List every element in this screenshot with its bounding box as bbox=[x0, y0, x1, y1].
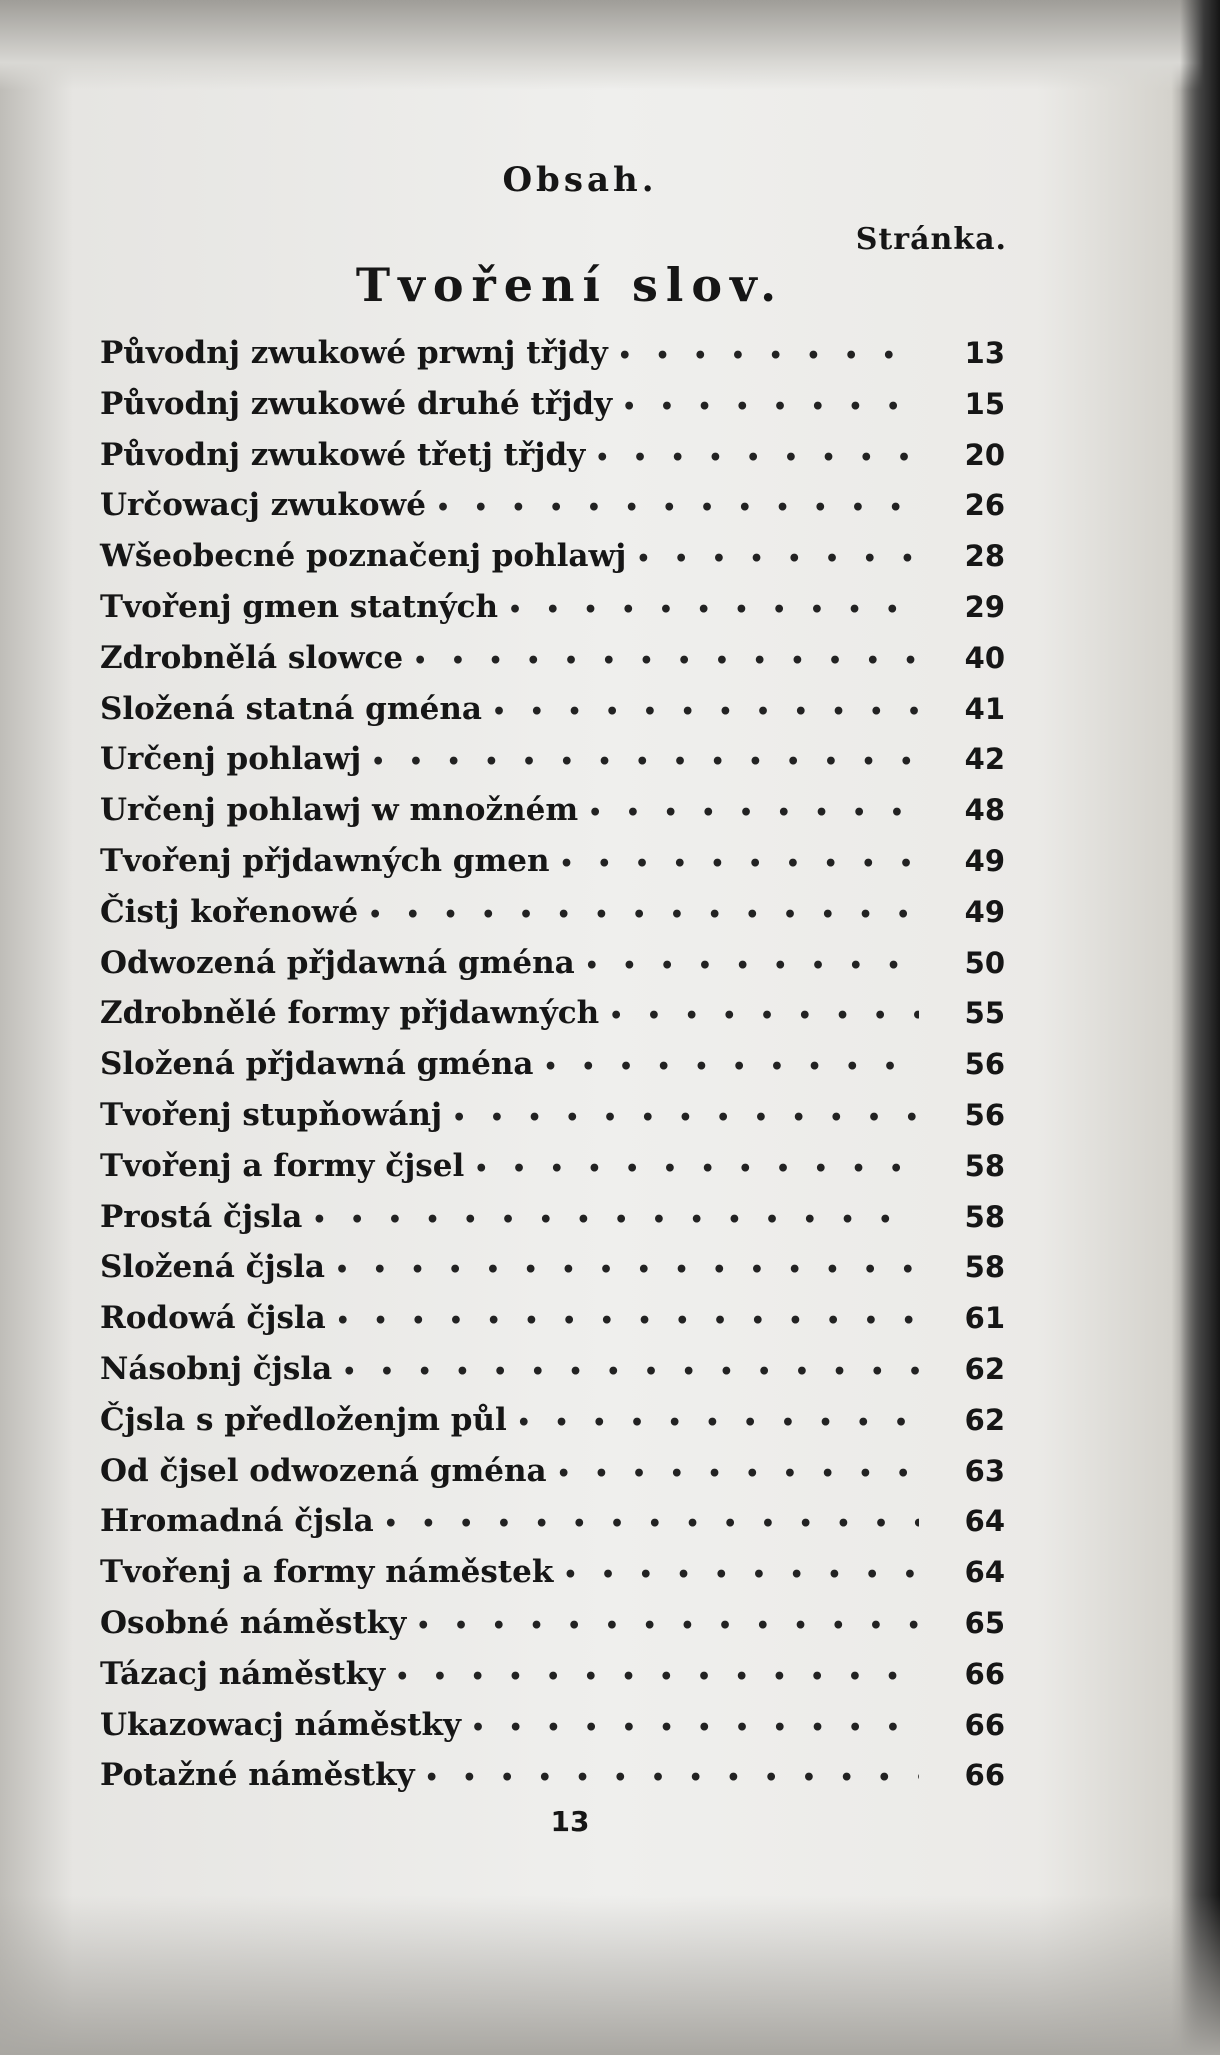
entry-title: Prostá čjsla bbox=[100, 1198, 303, 1235]
entry-title: Původnj zwukowé druhé třjdy bbox=[100, 385, 613, 422]
dot-leader bbox=[452, 1097, 919, 1133]
entry-title: Určowacj zwukowé bbox=[100, 487, 426, 524]
dot-leader bbox=[425, 1757, 919, 1793]
contents-entry bbox=[100, 1046, 1005, 1097]
dot-leader bbox=[312, 1199, 919, 1235]
entry-title: Původnj zwukowé prwnj třjdy bbox=[100, 335, 608, 371]
page-signature: 13 bbox=[550, 1805, 590, 1838]
contents-entry bbox=[100, 1097, 1005, 1148]
dot-leader bbox=[384, 1503, 919, 1539]
dot-leader bbox=[436, 487, 919, 523]
entry-page-number: 56 bbox=[964, 1047, 1005, 1082]
entry-title: Tvořenj a formy čjsel bbox=[100, 1147, 465, 1184]
dot-leader bbox=[395, 1656, 919, 1692]
entry-page-number: 63 bbox=[964, 1453, 1005, 1488]
dot-leader bbox=[342, 1351, 919, 1387]
entry-page-number: 64 bbox=[964, 1555, 1005, 1590]
entry-page-number: 48 bbox=[964, 793, 1005, 828]
contents-entry bbox=[100, 792, 1005, 843]
contents-entry bbox=[100, 691, 1005, 742]
dot-leader bbox=[563, 1554, 919, 1590]
dot-leader bbox=[544, 1046, 919, 1082]
contents-entry bbox=[100, 335, 1005, 386]
page-column-label: Stránka. bbox=[855, 222, 1007, 257]
contents-entry bbox=[100, 589, 1005, 640]
contents-entry bbox=[100, 894, 1005, 945]
contents-entry bbox=[100, 437, 1005, 488]
entry-page-number: 66 bbox=[964, 1656, 1005, 1691]
entry-page-number: 66 bbox=[964, 1707, 1005, 1742]
entry-page-number: 49 bbox=[964, 894, 1005, 929]
contents-list bbox=[100, 335, 1005, 1808]
entry-title: Určenj pohlawj w množném bbox=[100, 792, 579, 829]
dot-leader bbox=[609, 995, 919, 1031]
entry-page-number: 28 bbox=[964, 539, 1005, 574]
contents-entry bbox=[100, 487, 1005, 538]
entry-page-number: 55 bbox=[964, 996, 1005, 1031]
dot-leader bbox=[636, 538, 919, 574]
entry-title: Složená přjdawná gména bbox=[100, 1046, 534, 1083]
entry-title: Čjsla s předloženjm půl bbox=[100, 1401, 507, 1438]
entry-page-number: 50 bbox=[964, 945, 1005, 980]
entry-title: Tvořenj a formy náměstek bbox=[100, 1554, 554, 1591]
entry-title: Tázacj náměstky bbox=[100, 1655, 386, 1692]
contents-entry bbox=[100, 995, 1005, 1046]
entry-title: Tvořenj stupňowánj bbox=[100, 1096, 443, 1133]
contents-entry bbox=[100, 741, 1005, 792]
entry-title: Ukazowacj náměstky bbox=[100, 1706, 461, 1743]
contents-entry bbox=[100, 538, 1005, 589]
entry-page-number: 29 bbox=[964, 589, 1005, 624]
entry-title: Původnj zwukowé třetj třjdy bbox=[100, 436, 586, 473]
dot-leader bbox=[336, 1300, 919, 1336]
contents-entry bbox=[100, 1605, 1005, 1656]
dot-leader bbox=[622, 386, 919, 422]
contents-entry bbox=[100, 1402, 1005, 1453]
entry-title: Rodowá čjsla bbox=[100, 1300, 326, 1337]
contents-entry bbox=[100, 1707, 1005, 1758]
entry-title: Potažné náměstky bbox=[100, 1757, 415, 1794]
entry-page-number: 64 bbox=[964, 1504, 1005, 1539]
entry-title: Tvořenj gmen statných bbox=[100, 588, 499, 625]
contents-entry bbox=[100, 1554, 1005, 1605]
entry-page-number: 56 bbox=[964, 1097, 1005, 1132]
entry-page-number: 58 bbox=[964, 1250, 1005, 1285]
dot-leader bbox=[557, 1453, 919, 1489]
page-heading: Obsah. bbox=[502, 160, 658, 200]
entry-page-number: 40 bbox=[964, 640, 1005, 675]
entry-page-number: 15 bbox=[964, 386, 1005, 421]
dot-leader bbox=[371, 741, 919, 777]
entry-page-number: 66 bbox=[964, 1758, 1005, 1793]
entry-title: Tvořenj přjdawných gmen bbox=[100, 842, 550, 879]
dot-leader bbox=[368, 894, 919, 930]
contents-entry bbox=[100, 1453, 1005, 1504]
entry-page-number: 41 bbox=[964, 691, 1005, 726]
entry-page-number: 42 bbox=[964, 742, 1005, 777]
contents-entry bbox=[100, 1199, 1005, 1250]
contents-entry bbox=[100, 640, 1005, 691]
dot-leader bbox=[585, 945, 919, 981]
entry-page-number: 49 bbox=[964, 843, 1005, 878]
page-bottom-shadow bbox=[0, 1895, 1220, 2055]
dot-leader bbox=[471, 1707, 919, 1743]
dot-leader bbox=[618, 335, 919, 371]
entry-title: Odwozená přjdawná gména bbox=[100, 944, 575, 981]
entry-title: Wšeobecné poznačenj pohlawj bbox=[100, 538, 627, 575]
contents-entry bbox=[100, 1656, 1005, 1707]
contents-entry bbox=[100, 1249, 1005, 1300]
entry-title: Hromadná čjsla bbox=[100, 1503, 374, 1540]
dot-leader bbox=[416, 1605, 919, 1641]
entry-page-number: 65 bbox=[964, 1605, 1005, 1640]
entry-title: Násobnj čjsla bbox=[100, 1350, 333, 1387]
entry-page-number: 61 bbox=[964, 1301, 1005, 1336]
entry-page-number: 58 bbox=[964, 1199, 1005, 1234]
contents-entry bbox=[100, 1757, 1005, 1808]
dot-leader bbox=[492, 691, 919, 727]
dot-leader bbox=[588, 792, 919, 828]
dot-leader bbox=[595, 437, 919, 473]
page-binding-edge bbox=[1180, 0, 1220, 2055]
contents-entry bbox=[100, 386, 1005, 437]
contents-entry bbox=[100, 1300, 1005, 1351]
dot-leader bbox=[474, 1148, 919, 1184]
dot-leader bbox=[335, 1249, 919, 1285]
entry-page-number: 13 bbox=[964, 336, 1005, 370]
entry-title: Čistj kořenowé bbox=[100, 893, 359, 930]
contents-entry bbox=[100, 945, 1005, 996]
entry-page-number: 62 bbox=[964, 1351, 1005, 1386]
contents-entry bbox=[100, 1148, 1005, 1199]
entry-title: Určenj pohlawj bbox=[100, 741, 362, 778]
dot-leader bbox=[413, 640, 919, 676]
entry-page-number: 26 bbox=[964, 488, 1005, 523]
contents-entry bbox=[100, 843, 1005, 894]
contents-entry bbox=[100, 1351, 1005, 1402]
entry-title: Složená statná gména bbox=[100, 690, 483, 727]
entry-page-number: 58 bbox=[964, 1148, 1005, 1183]
entry-page-number: 62 bbox=[964, 1402, 1005, 1437]
entry-title: Od čjsel odwozená gména bbox=[100, 1452, 547, 1489]
entry-title: Zdrobnělé formy přjdawných bbox=[100, 995, 600, 1032]
dot-leader bbox=[560, 843, 919, 879]
section-title: Tvoření slov. bbox=[355, 258, 785, 312]
dot-leader bbox=[517, 1402, 919, 1438]
entry-page-number: 20 bbox=[964, 437, 1005, 472]
dot-leader bbox=[508, 589, 919, 625]
entry-title: Složená čjsla bbox=[100, 1249, 325, 1286]
entry-title: Zdrobnělá slowce bbox=[100, 639, 404, 676]
contents-entry bbox=[100, 1503, 1005, 1554]
page-top-shadow bbox=[0, 0, 1220, 90]
entry-title: Osobné náměstky bbox=[100, 1604, 407, 1641]
